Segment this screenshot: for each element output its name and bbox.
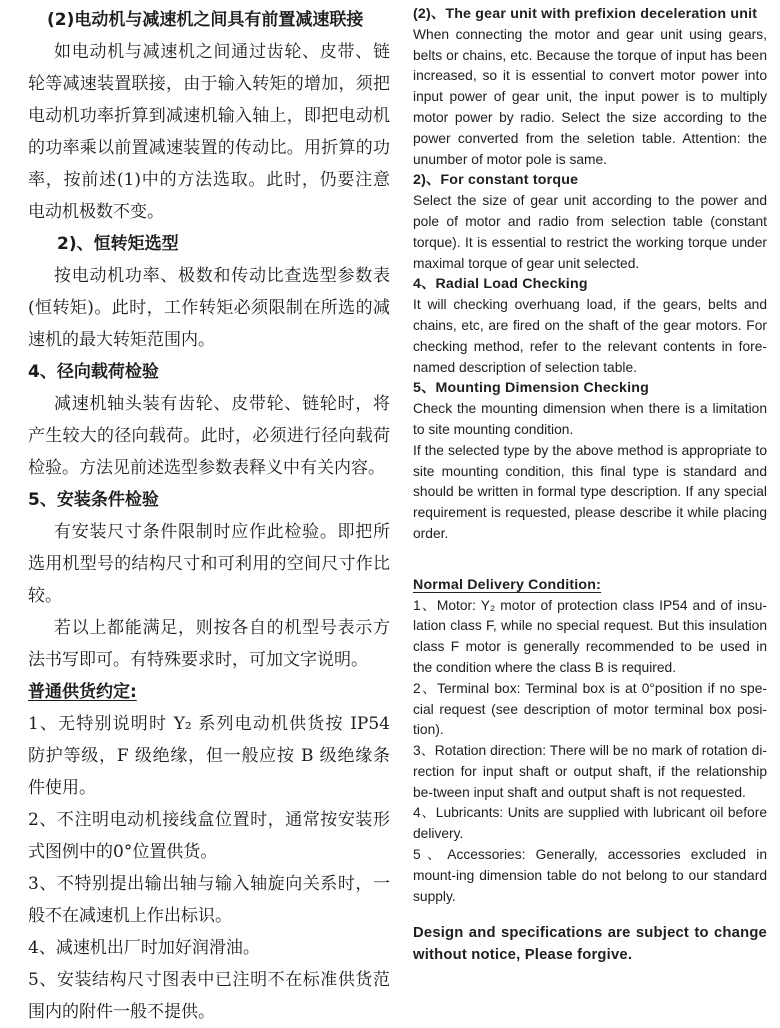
en-paragraph: Select the size of gear unit according to the power and pole of motor and radio from selection table (constant torque). It is essential to restrict the working torque under maximal torque of gear unit selected.	[413, 193, 767, 271]
zh-paragraph: 按电动机功率、极数和传动比查选型参数表(恒转矩)。此时，工作转矩必须限制在所选的减速机的最大转矩范围内。	[28, 266, 390, 350]
en-paragraph: It will checking overhuang load, if the gears, belts and chains, etc, are fired on the shaft of the gear motors. For checking method, refer to the relevant contents in fore-named description of selection table.	[413, 297, 767, 375]
chinese-column	[28, 4, 390, 1022]
en-paragraph: Check the mounting dimension when there is a limitation to site mounting condition.	[413, 401, 767, 437]
en-delivery-item: 1、Motor: Y₂ motor of protection class IP54 and of insu-lation class F, while no special request. But this insulation class F motor is generally recommended to be used in the condition where the class B is required.	[413, 597, 767, 675]
zh-paragraph: 有安装尺寸条件限制时应作此检验。即把所选用机型号的结构尺寸和可利用的空间尺寸作比较。	[28, 522, 390, 606]
zh-delivery-item: 3、不特别提出输出轴与输入轴旋向关系时，一般不在减速机上作出标识。	[28, 874, 390, 926]
en-heading-mounting-dimension: 5、Mounting Dimension Checking	[413, 380, 649, 397]
zh-delivery-item: 2、不注明电动机接线盒位置时，通常按安装形式图例中的0°位置供货。	[28, 810, 390, 862]
zh-heading-mounting-condition: 5、安装条件检验	[28, 490, 159, 510]
zh-heading-normal-delivery: 普通供货约定:	[28, 682, 137, 702]
zh-paragraph: 减速机轴头装有齿轮、皮带轮、链轮时，将产生较大的径向载荷。此时，必须进行径向载荷检验。方法见前述选型参数表释义中有关内容。	[28, 394, 390, 478]
zh-heading-radial-load: 4、径向载荷检验	[28, 362, 159, 382]
zh-heading-preposed-reduction: (2)电动机与减速机之间具有前置减速联接	[47, 10, 364, 30]
en-heading-constant-torque: 2)、For constant torque	[413, 172, 579, 189]
en-paragraph: When connecting the motor and gear unit using gears, belts or chains, etc. Because the torque of input has been increased, so it is essential to convert motor power into input power of gear unit, the input power is to multiply motor power by radio. Select the size according to the power converted from the seletion table. Attention: the unumber of motor pole is same.	[413, 26, 767, 167]
en-delivery-item: 2、Terminal box: Terminal box is at 0°position if no spe-cial request (see description of motor terminal box posi-tion).	[413, 680, 767, 738]
en-delivery-item: 3、Rotation direction: There will be no mark of rotation di-rection for input shaft or output shaft, if the relationship be-tween input shaft and output shaft is not requested.	[413, 743, 767, 800]
en-heading-radial-load: 4、Radial Load Checking	[413, 276, 588, 293]
en-delivery-item: 4、Lubricants: Units are supplied with lubricant oil before delivery.	[413, 805, 767, 842]
zh-paragraph: 若以上都能满足，则按各自的机型号表示方法书写即可。有特殊要求时，可加文字说明。	[28, 618, 390, 670]
en-paragraph: If the selected type by the above method is appropriate to site mounting condition, this final type is standard and should be written in formal type description. If any special requirement is requested, please describe it while placing order.	[413, 442, 767, 541]
zh-delivery-item: 1、无特别说明时 Y₂ 系列电动机供货按 IP54 防护等级，F 级绝缘，但一般应按 B 级绝缘条件使用。	[28, 714, 390, 798]
english-column	[413, 4, 767, 963]
en-disclaimer-statement: Design and specifications are subject to change without notice, Please forgive.	[413, 925, 767, 963]
zh-delivery-item: 5、安装结构尺寸图表中已注明不在标准供货范围内的附件一般不提供。	[28, 970, 390, 1022]
zh-heading-constant-torque: 2)、恒转矩选型	[57, 234, 179, 254]
zh-delivery-item: 4、减速机出厂时加好润滑油。	[28, 938, 260, 958]
en-delivery-item: 5、Accessories: Generally, accessories excluded in mount-ing dimension table do not belong to our standard supply.	[413, 847, 767, 904]
en-heading-preposed-reduction: (2)、The gear unit with prefixion deceleration unit	[413, 6, 758, 22]
zh-paragraph: 如电动机与减速机之间通过齿轮、皮带、链轮等减速装置联接，由于输入转矩的增加，须把电动机功率折算到减速机输入轴上，即把电动机的功率乘以前置减速装置的传动比。用折算的功率，按前述(1)中的方法选取。此时，仍要注意电动机极数不变。	[28, 42, 390, 222]
en-heading-normal-delivery: Normal Delivery Condition:	[413, 576, 602, 593]
